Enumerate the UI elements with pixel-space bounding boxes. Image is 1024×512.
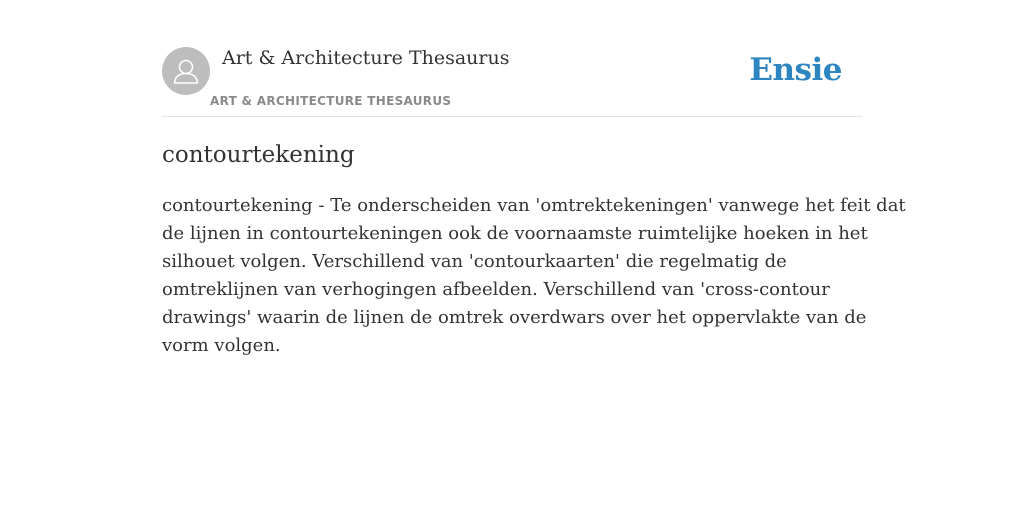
header — [162, 0, 862, 117]
avatar[interactable] — [162, 47, 210, 95]
category-label[interactable]: ART & ARCHITECTURE THESAURUS — [210, 94, 452, 108]
definition-line: silhouet volgen. Verschillend van 'contourkaarten' die regelmatig de — [162, 251, 787, 272]
definition-line: omtreklijnen van verhogingen afbeelden. Verschillend van 'cross-contour — [162, 279, 830, 300]
author-name[interactable]: Art & Architecture Thesaurus — [222, 47, 510, 69]
brand-logo[interactable]: Ensie — [749, 52, 842, 88]
definition-text — [162, 192, 906, 360]
user-icon — [162, 47, 210, 95]
definition-line: drawings' waarin de lijnen de omtrek overdwars over het oppervlakte van de — [162, 307, 867, 328]
definition-line: vorm volgen. — [162, 335, 281, 356]
definition-line: de lijnen in contourtekeningen ook de voornaamste ruimtelijke hoeken in het — [162, 223, 868, 244]
definition-line: contourtekening - Te onderscheiden van 'omtrektekeningen' vanwege het feit dat — [162, 195, 906, 216]
term-title: contourtekening — [162, 142, 355, 168]
